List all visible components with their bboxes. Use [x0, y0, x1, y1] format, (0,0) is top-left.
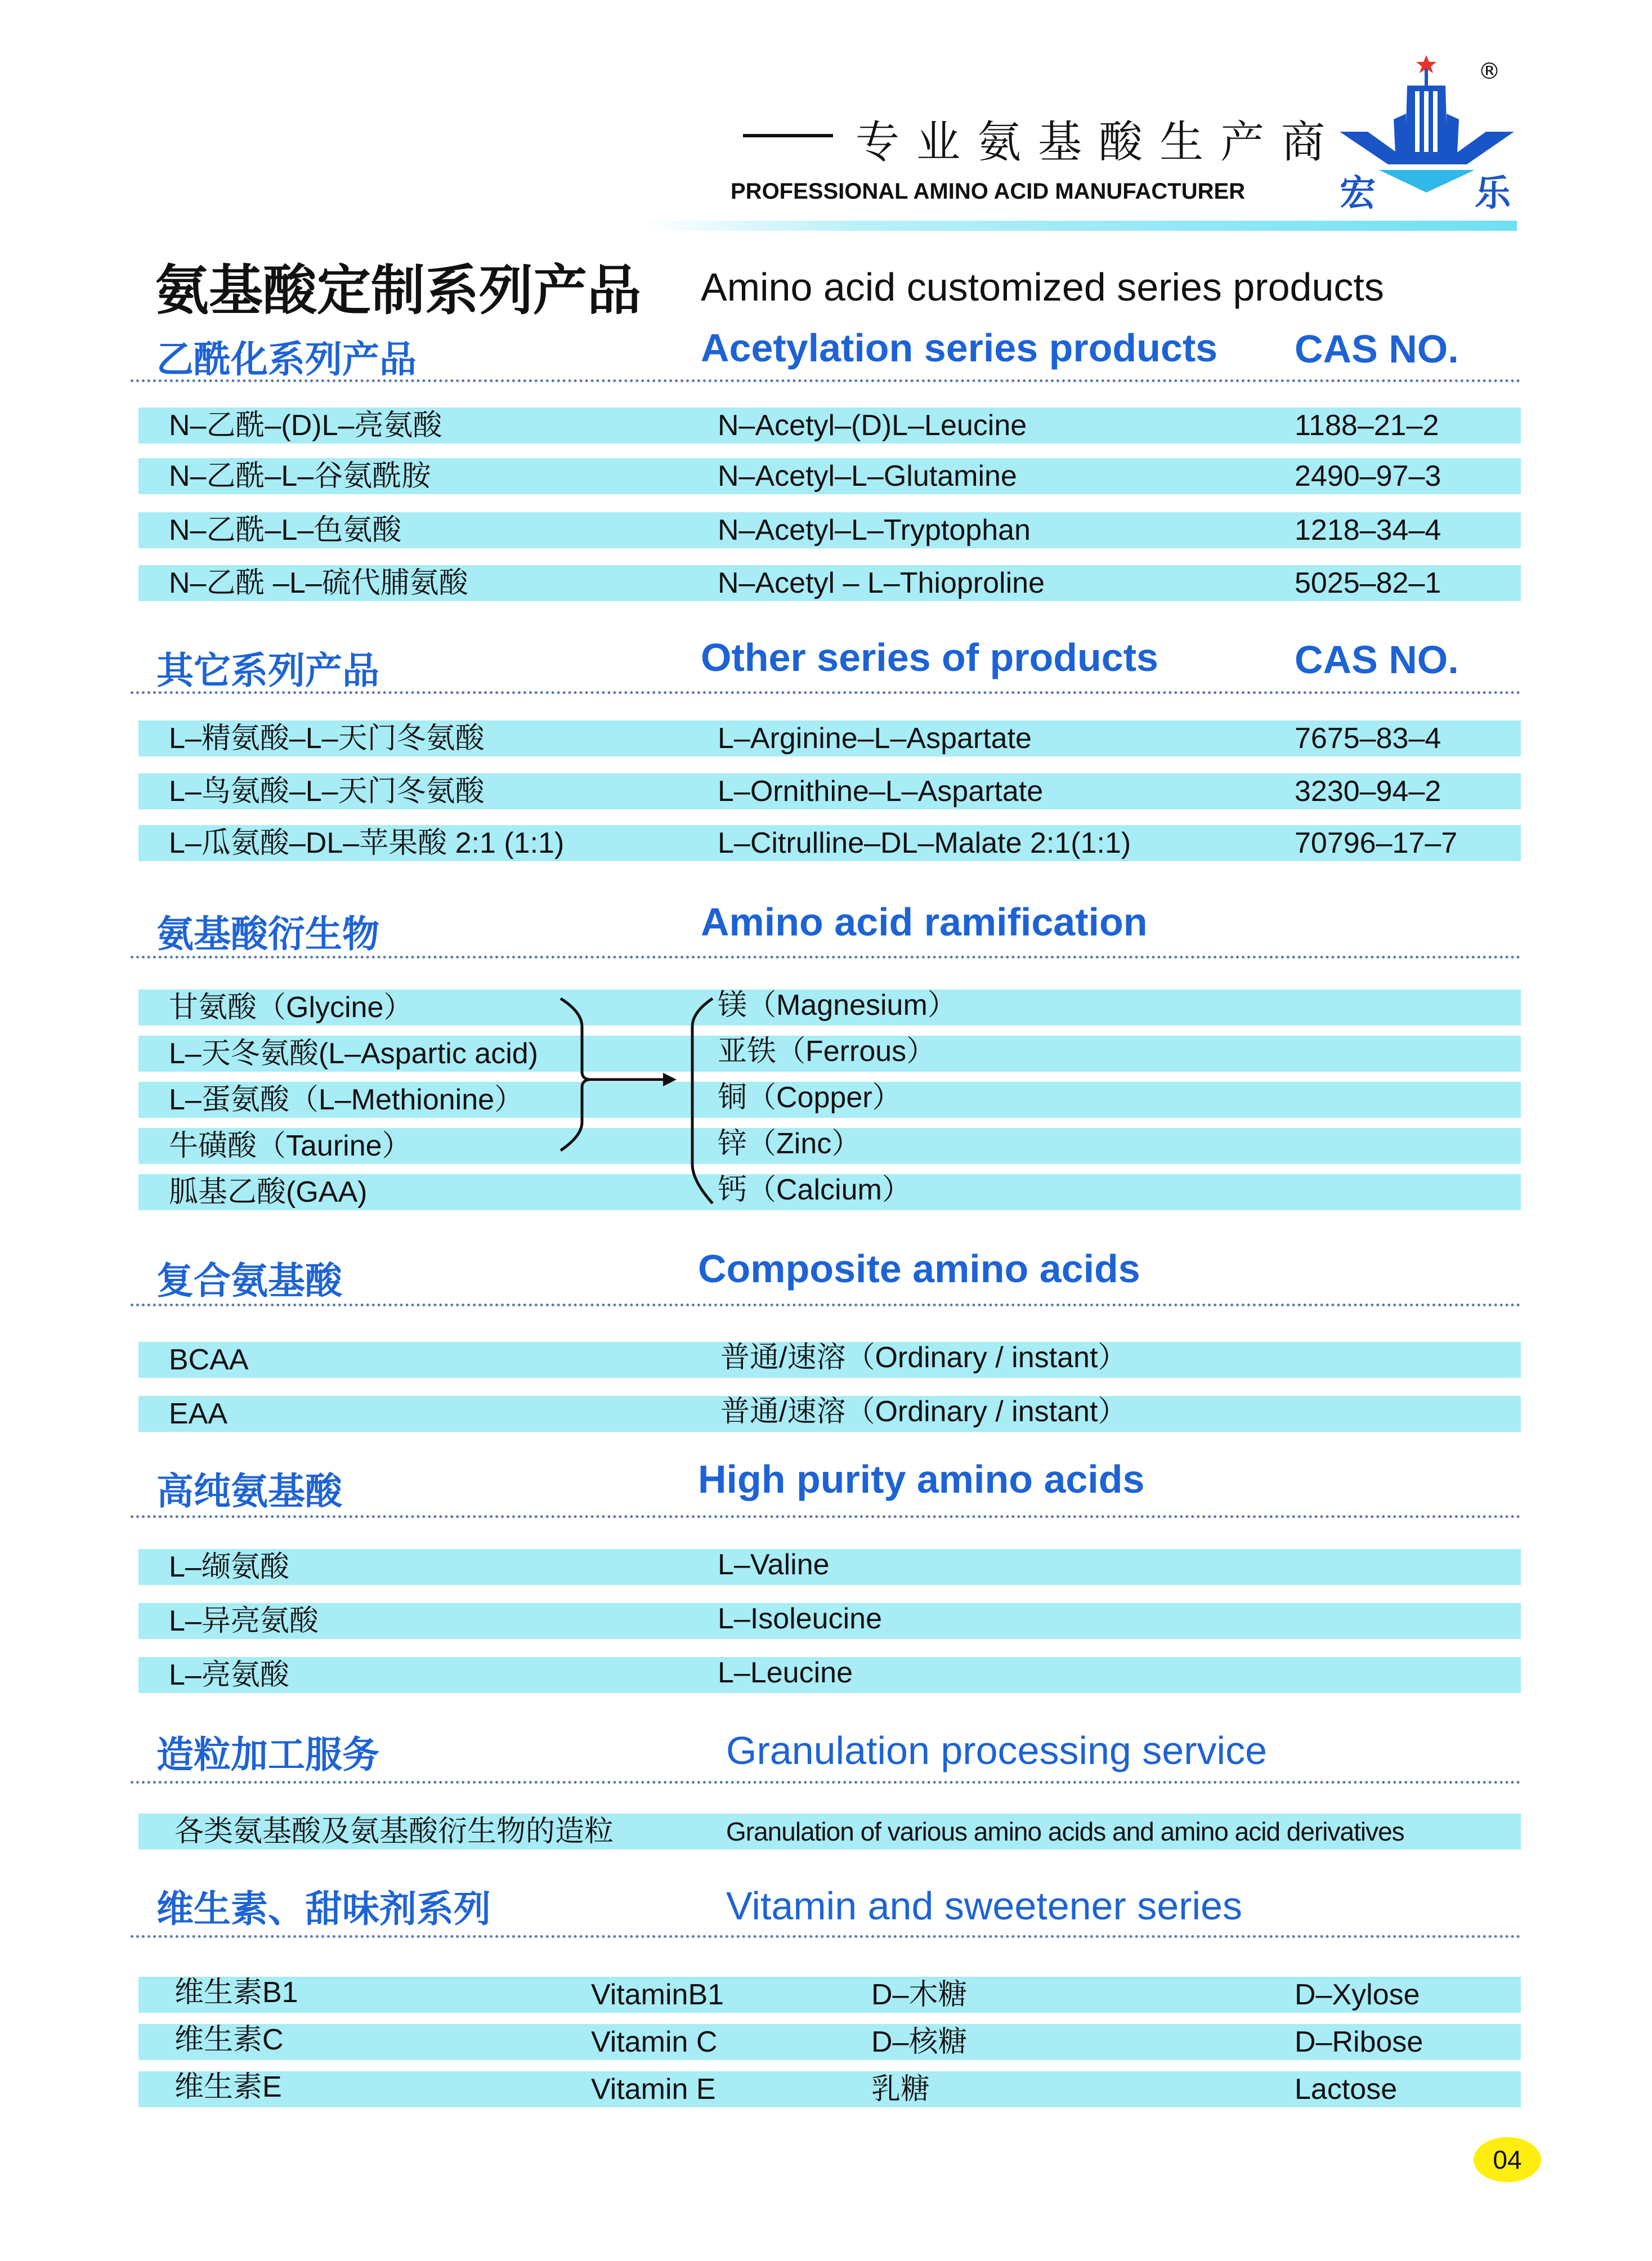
table-row	[138, 1549, 1521, 1585]
row-cn: L–异亮氨酸	[169, 1605, 319, 1637]
row-cas: 2490–97–3	[1295, 460, 1441, 493]
vitamin-en: Vitamin C	[591, 2026, 718, 2058]
section-heading-acetylation-cn: 乙酰化系列产品	[156, 338, 417, 381]
row-cas: 3230–94–2	[1295, 775, 1441, 808]
vitamin-cn: 维生素B1	[174, 1976, 298, 2009]
row-en: L–Isoleucine	[718, 1602, 882, 1635]
section-divider	[131, 1515, 1521, 1518]
amino-acid-item: 甘氨酸（Glycine）	[169, 991, 413, 1024]
section-heading-acetylation-en: Acetylation series products	[701, 326, 1218, 370]
row-name: BCAA	[169, 1344, 249, 1376]
row-type: 普通/速溶（Ordinary / instant）	[720, 1341, 1127, 1374]
mineral-item: 锌（Zinc）	[718, 1127, 861, 1160]
section-heading-ramification-cn: 氨基酸衍生物	[156, 912, 379, 956]
row-cas: 7675–83–4	[1295, 722, 1441, 755]
page-title-en: Amino acid customized series products	[701, 265, 1384, 309]
section-divider	[131, 1304, 1521, 1306]
row-cas: 1188–21–2	[1295, 409, 1439, 442]
row-cas: 70796–17–7	[1295, 827, 1458, 859]
row-en: L–Leucine	[718, 1656, 853, 1689]
row-en: L–Valine	[718, 1548, 830, 1581]
section-divider	[131, 379, 1521, 382]
sweetener-en: D–Xylose	[1295, 1978, 1420, 2011]
section-divider	[131, 691, 1521, 694]
section-heading-high-purity-en: High purity amino acids	[698, 1457, 1145, 1501]
row-cn: N–乙酰–(D)L–亮氨酸	[169, 409, 442, 442]
header-dash	[743, 134, 833, 137]
section-heading-high-purity-cn: 高纯氨基酸	[156, 1470, 342, 1513]
section-heading-composite-en: Composite amino acids	[698, 1247, 1140, 1291]
row-cn: N–乙酰–L–谷氨酰胺	[169, 460, 431, 493]
section-heading-other-cn: 其它系列产品	[156, 649, 379, 692]
sweetener-cn: 乳糖	[871, 2073, 930, 2106]
page-number-badge: 04	[1474, 2137, 1541, 2182]
vitamin-en: VitaminB1	[591, 1978, 724, 2011]
section-divider	[131, 1781, 1521, 1784]
row-en: N–Acetyl–(D)L–Leucine	[718, 409, 1027, 442]
row-cn: N–乙酰–L–色氨酸	[169, 514, 402, 547]
section-heading-vitamins-en: Vitamin and sweetener series	[726, 1884, 1242, 1928]
cas-label: CAS NO.	[1295, 638, 1459, 682]
row-en: L–Citrulline–DL–Malate 2:1(1:1)	[718, 827, 1131, 859]
header-slogan-cn: 专业氨基酸生产商	[856, 117, 1342, 168]
header-gradient-bar	[642, 221, 1517, 231]
brand-name-left: 宏	[1340, 173, 1376, 214]
row-en: N–Acetyl–L–Glutamine	[718, 460, 1017, 493]
row-en: L–Arginine–L–Aspartate	[718, 722, 1032, 755]
row-cas: 5025–82–1	[1295, 567, 1441, 599]
vitamin-cn: 维生素C	[174, 2023, 284, 2056]
vitamin-cn: 维生素E	[174, 2071, 282, 2103]
mineral-item: 亚铁（Ferrous）	[718, 1035, 936, 1068]
row-en: Granulation of various amino acids and amino acid derivatives	[726, 1817, 1404, 1846]
section-heading-vitamins-cn: 维生素、甜味剂系列	[156, 1887, 491, 1931]
header-slogan-en: PROFESSIONAL AMINO ACID MANUFACTURER	[731, 179, 1246, 204]
section-heading-other-en: Other series of products	[701, 635, 1158, 679]
cas-label: CAS NO.	[1295, 327, 1459, 371]
section-heading-granulation-en: Granulation processing service	[726, 1729, 1268, 1772]
amino-acid-item: 胍基乙酸(GAA)	[169, 1176, 368, 1208]
sweetener-en: Lactose	[1295, 2073, 1398, 2106]
sweetener-cn: D–核糖	[871, 2026, 968, 2058]
row-cn: L–鸟氨酸–L–天门冬氨酸	[169, 775, 485, 808]
vitamin-en: Vitamin E	[591, 2073, 716, 2106]
row-name: EAA	[169, 1398, 228, 1430]
row-cn: L–瓜氨酸–DL–苹果酸 2:1 (1:1)	[169, 827, 565, 859]
combination-bracket-arrow-icon	[557, 995, 726, 1220]
section-divider	[131, 1935, 1521, 1938]
amino-acid-item: L–天冬氨酸(L–Aspartic acid)	[169, 1037, 538, 1070]
row-cn: 各类氨基酸及氨基酸衍生物的造粒	[174, 1815, 614, 1848]
row-en: N–Acetyl–L–Tryptophan	[718, 514, 1031, 547]
page-title-cn: 氨基酸定制系列产品	[155, 259, 641, 322]
sweetener-cn: D–木糖	[871, 1978, 968, 2011]
section-divider	[131, 956, 1521, 959]
mineral-item: 镁（Magnesium）	[718, 989, 957, 1022]
registered-mark: ®	[1478, 59, 1501, 84]
mineral-item: 钙（Calcium）	[718, 1174, 911, 1206]
row-cn: L–精氨酸–L–天门冬氨酸	[169, 722, 485, 755]
mineral-item: 铜（Copper）	[718, 1081, 902, 1114]
sweetener-en: D–Ribose	[1295, 2026, 1423, 2058]
section-heading-granulation-cn: 造粒加工服务	[156, 1733, 379, 1776]
section-heading-ramification-en: Amino acid ramification	[701, 900, 1148, 944]
amino-acid-item: 牛磺酸（Taurine）	[169, 1130, 411, 1162]
row-cn: L–亮氨酸	[169, 1659, 289, 1691]
row-cn: N–乙酰 –L–硫代脯氨酸	[169, 567, 468, 599]
row-type: 普通/速溶（Ordinary / instant）	[720, 1395, 1127, 1428]
brand-name-right: 乐	[1475, 173, 1511, 214]
amino-acid-item: L–蛋氨酸（L–Methionine）	[169, 1084, 524, 1116]
row-en: N–Acetyl – L–Thioproline	[718, 567, 1045, 599]
row-cas: 1218–34–4	[1295, 514, 1441, 547]
row-cn: L–缬氨酸	[169, 1551, 289, 1583]
section-heading-composite-cn: 复合氨基酸	[156, 1259, 342, 1302]
row-en: L–Ornithine–L–Aspartate	[718, 775, 1044, 808]
